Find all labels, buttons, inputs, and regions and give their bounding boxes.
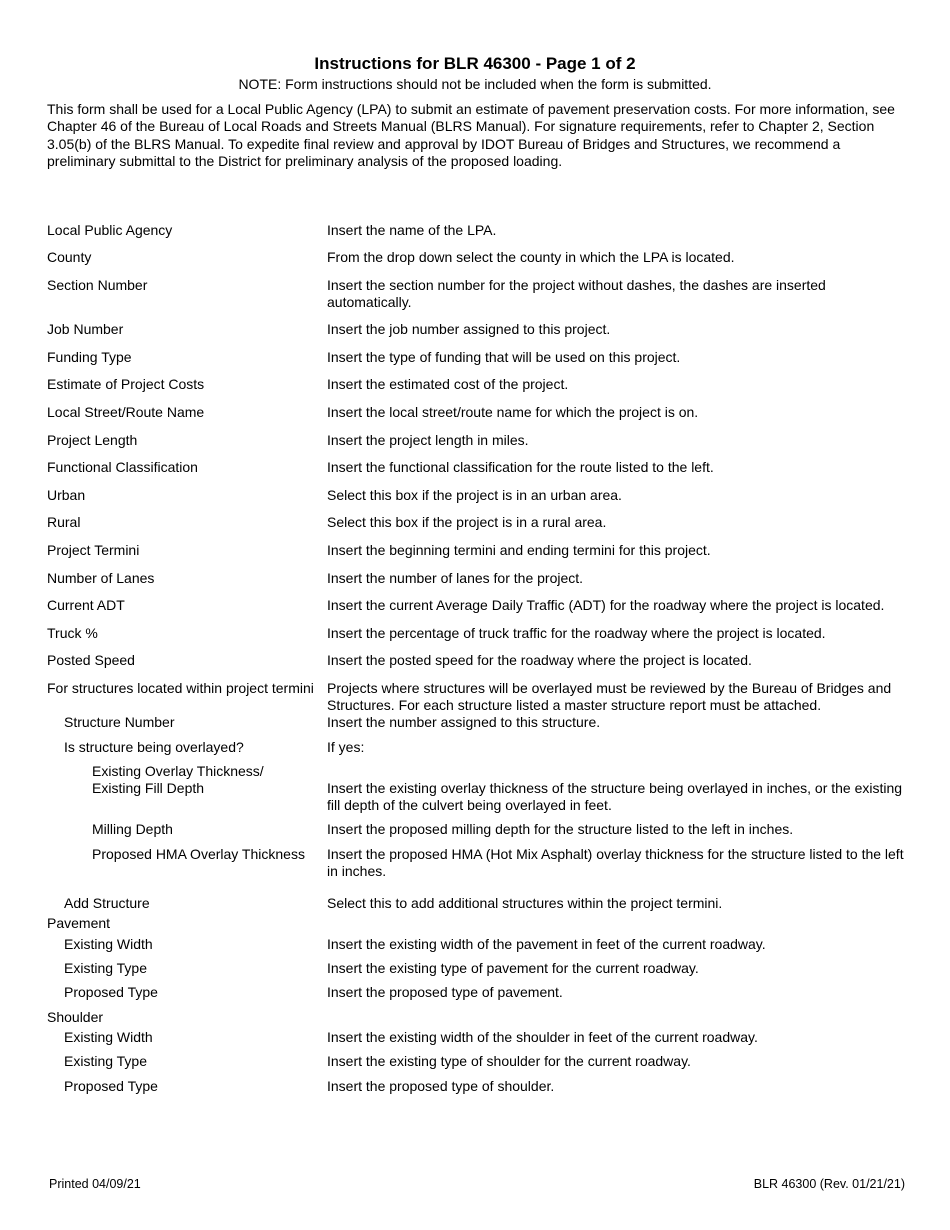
field-description: Insert the functional classification for the route listed to the left. — [327, 459, 714, 475]
field-description: Insert the project length in miles. — [327, 432, 529, 448]
field-label: Truck % — [47, 625, 98, 641]
field-description: From the drop down select the county in which the LPA is located. — [327, 249, 735, 265]
field-description: Insert the percentage of truck traffic for the roadway where the project is located. — [327, 625, 826, 641]
field-label: Local Public Agency — [47, 222, 173, 238]
page-title: Instructions for BLR 46300 - Page 1 of 2 — [314, 54, 636, 73]
field-description: Insert the existing type of pavement for the current roadway. — [327, 960, 699, 976]
section-heading: Pavement — [47, 915, 111, 931]
field-description: Insert the posted speed for the roadway where the project is located. — [327, 652, 752, 668]
field-label: Posted Speed — [47, 652, 135, 668]
field-description: Select this to add additional structures within the project termini. — [327, 895, 723, 911]
field-label: Estimate of Project Costs — [47, 376, 205, 392]
field-description: Insert the existing overlay thickness of the structure being overlayed in inches, or the existing fill depth of the culvert being overlayed in feet. — [327, 780, 903, 813]
field-label: Job Number — [47, 321, 124, 337]
field-label: Proposed Type — [64, 984, 158, 1000]
field-label: Proposed Type — [64, 1078, 158, 1094]
field-label: Proposed HMA Overlay Thickness — [92, 846, 305, 862]
form-revision: BLR 46300 (Rev. 01/21/21) — [753, 1177, 905, 1191]
field-label: Section Number — [47, 277, 148, 293]
field-label: Project Termini — [47, 542, 140, 558]
field-label: Existing Width — [64, 936, 153, 952]
field-label: Structure Number — [64, 714, 175, 730]
field-description: Insert the estimated cost of the project. — [327, 376, 569, 392]
field-label: Funding Type — [47, 349, 132, 365]
field-description: Insert the beginning termini and ending termini for this project. — [327, 542, 711, 558]
field-description: Insert the existing width of the pavement in feet of the current roadway. — [327, 936, 766, 952]
field-label: Local Street/Route Name — [47, 404, 205, 420]
field-label: For structures located within project termini — [47, 680, 314, 696]
field-description: Insert the proposed type of pavement. — [327, 984, 563, 1000]
field-label: Is structure being overlayed? — [64, 739, 244, 755]
field-label: Urban — [47, 487, 86, 503]
field-label: Current ADT — [47, 597, 125, 613]
field-label: Milling Depth — [92, 821, 173, 837]
field-description: Insert the number assigned to this structure. — [327, 714, 601, 730]
field-description: Projects where structures will be overlayed must be reviewed by the Bureau of Bridges and Structures. For each structure listed a master structure report must be attached. — [327, 680, 892, 713]
field-label: Project Length — [47, 432, 138, 448]
field-label: Add Structure — [64, 895, 150, 911]
field-description: Insert the existing width of the shoulder in feet of the current roadway. — [327, 1029, 758, 1045]
section-heading: Shoulder — [47, 1009, 104, 1025]
field-description: Insert the name of the LPA. — [327, 222, 497, 238]
field-label: Existing Type — [64, 1053, 148, 1069]
field-description: Insert the number of lanes for the project. — [327, 570, 584, 586]
field-description: Insert the existing type of shoulder for the current roadway. — [327, 1053, 691, 1069]
field-description: Insert the proposed HMA (Hot Mix Asphalt) overlay thickness for the structure listed to the left in inches. — [327, 846, 904, 879]
printed-date: Printed 04/09/21 — [49, 1177, 141, 1191]
field-description: Insert the type of funding that will be used on this project. — [327, 349, 681, 365]
field-label: Existing Width — [64, 1029, 153, 1045]
field-description: If yes: — [327, 739, 365, 755]
field-description: Insert the local street/route name for which the project is on. — [327, 404, 699, 420]
field-label: County — [47, 249, 92, 265]
field-description: Insert the current Average Daily Traffic (ADT) for the roadway where the project is located. — [327, 597, 885, 613]
field-description: Insert the proposed milling depth for the structure listed to the left in inches. — [327, 821, 794, 837]
field-description: Insert the job number assigned to this project. — [327, 321, 611, 337]
field-description: Insert the proposed type of shoulder. — [327, 1078, 555, 1094]
submission-note: NOTE: Form instructions should not be included when the form is submitted. — [238, 76, 712, 92]
field-description: Insert the section number for the project without dashes, the dashes are inserted automatically. — [327, 277, 826, 310]
field-label: Rural — [47, 514, 81, 530]
intro-paragraph: This form shall be used for a Local Public Agency (LPA) to submit an estimate of pavement preservation costs. For more information, see Chapter 46 of the Bureau of Local Roads and Streets Manual (BLRS Manual). For signature requirements, refer to Chapter 2, Section 3.05(b) of the BLRS Manual. To expedite final review and approval by IDOT Bureau of Bridges and Structures, we recommend a preliminary submittal to the District for preliminary analysis of the proposed loading. — [47, 101, 895, 169]
field-label-line2: Existing Fill Depth — [92, 780, 205, 796]
field-label: Existing Overlay Thickness/ — [92, 763, 264, 779]
field-label: Existing Type — [64, 960, 148, 976]
field-description: Select this box if the project is in a rural area. — [327, 514, 607, 530]
field-label: Number of Lanes — [47, 570, 155, 586]
field-label: Functional Classification — [47, 459, 198, 475]
field-description: Select this box if the project is in an urban area. — [327, 487, 622, 503]
